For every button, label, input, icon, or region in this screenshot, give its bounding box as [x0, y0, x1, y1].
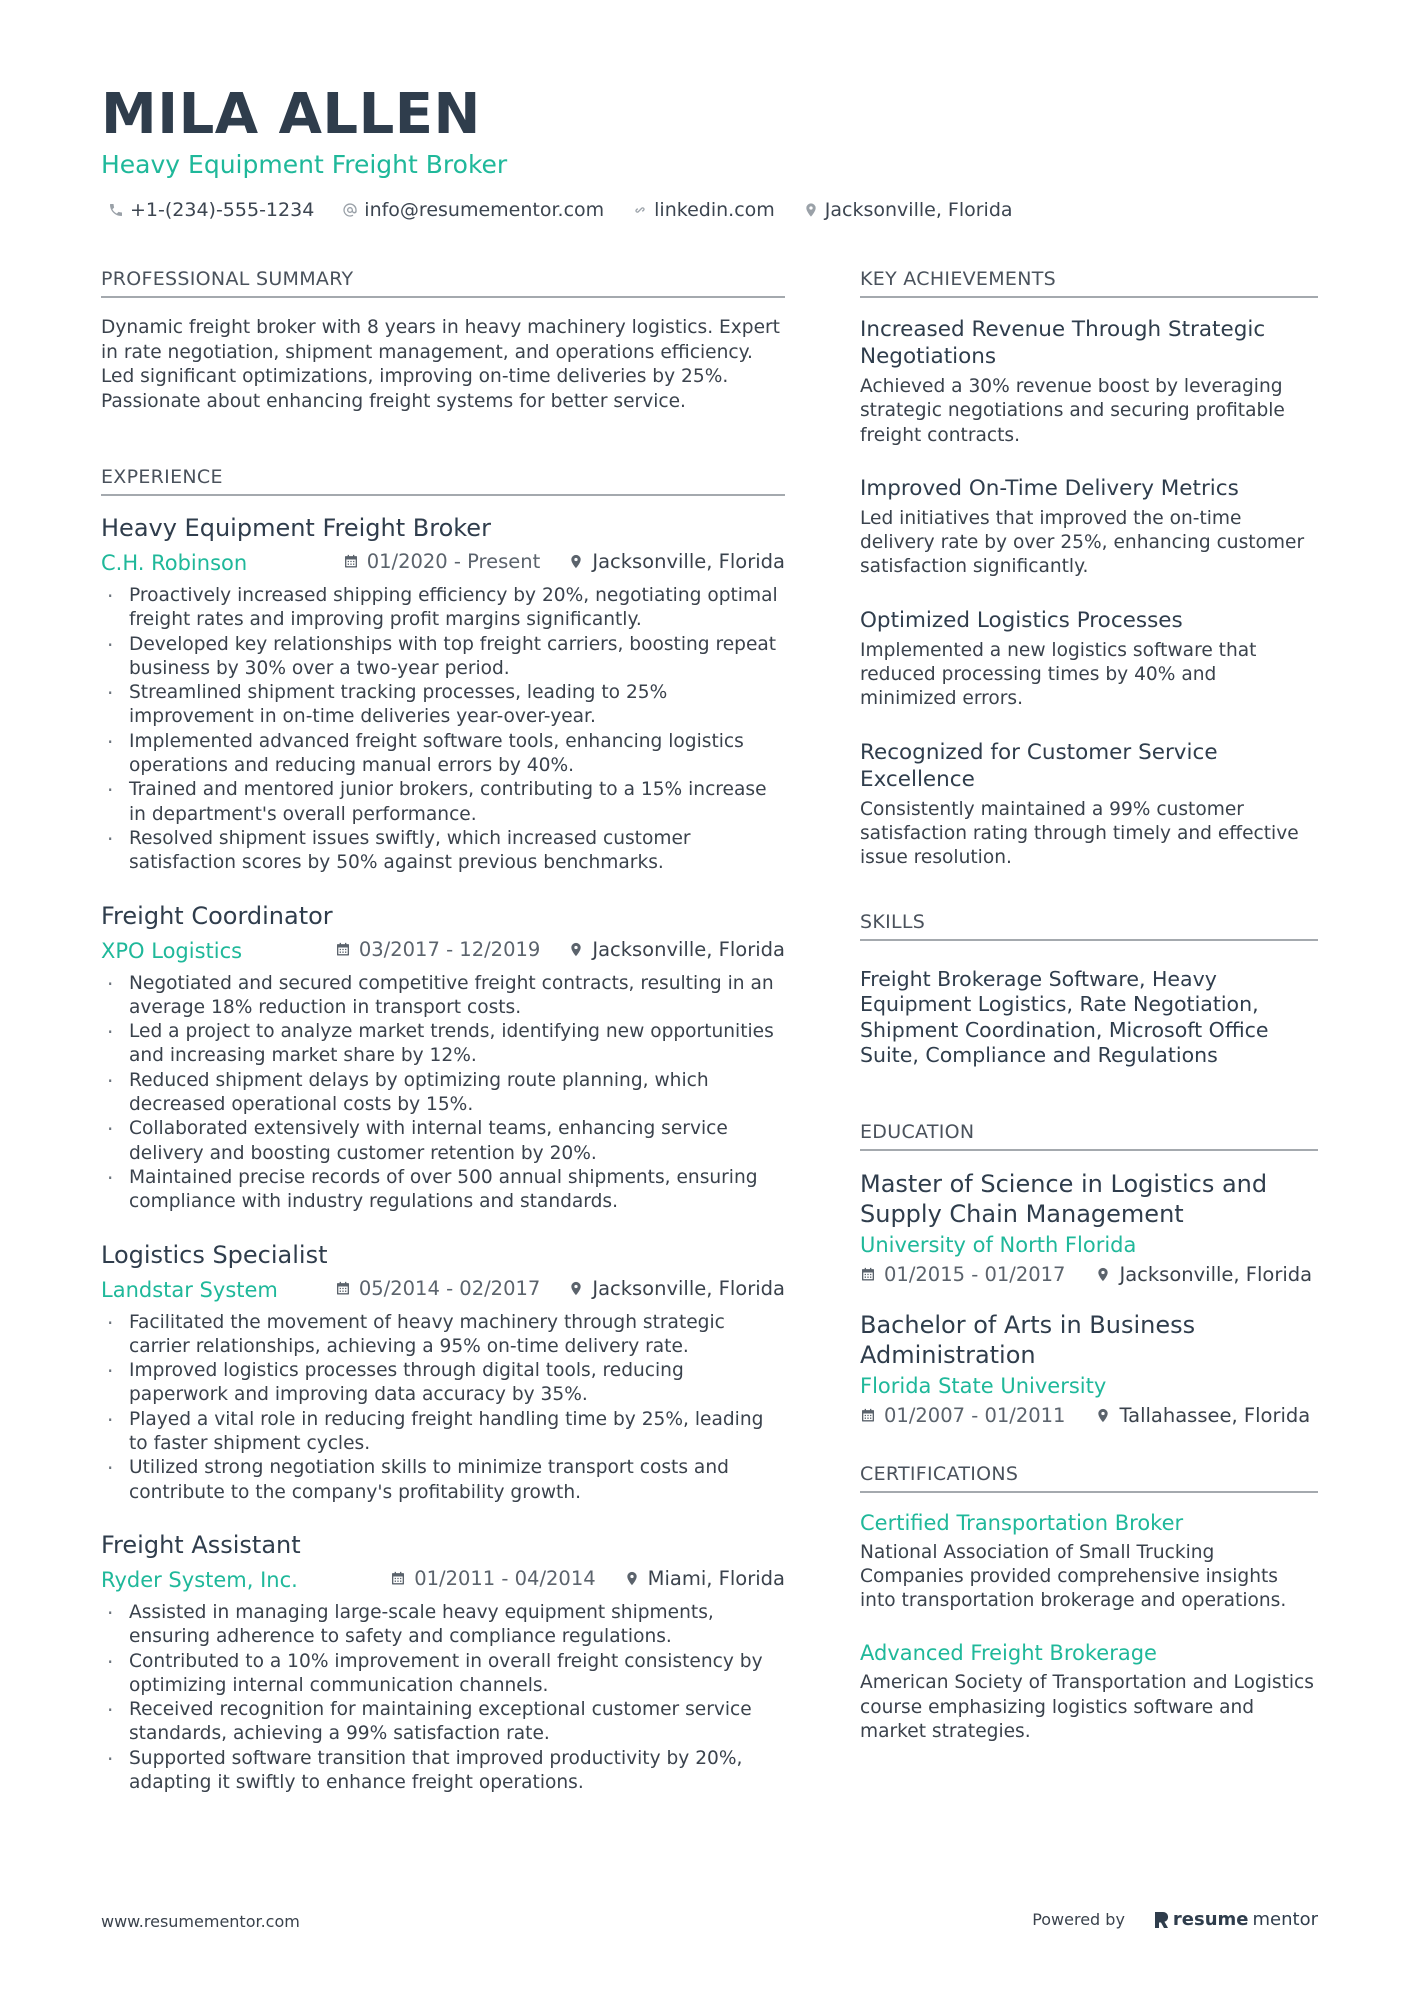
job-meta	[101, 1567, 785, 1593]
calendar-icon	[335, 941, 351, 958]
job-location	[568, 938, 785, 961]
achievements-list	[860, 316, 1318, 871]
candidate-name: MILA ALLEN	[101, 82, 481, 147]
job-bullet: · Collaborated extensively with internal teams, enhancing service delivery and boosting customer retention by 20%.	[101, 1117, 785, 1166]
job-location	[568, 1277, 785, 1300]
section-heading-skills: SKILLS	[860, 911, 1318, 941]
job-company: Landstar System	[101, 1277, 278, 1302]
job-bullet: · Resolved shipment issues swiftly, which increased customer satisfaction scores by 50% against previous benchmarks.	[101, 827, 785, 876]
brand-mark-icon	[1153, 1910, 1169, 1930]
achievement-item	[860, 475, 1318, 580]
section-heading-summary: PROFESSIONAL SUMMARY	[101, 268, 785, 298]
achievement-desc: Consistently maintained a 99% customer satisfaction rating through timely and effective issue resolution.	[860, 798, 1299, 869]
contact-linkedin[interactable]	[632, 199, 775, 221]
education-dates	[860, 1404, 1065, 1427]
education-school: Florida State University	[860, 1373, 1107, 1398]
achievement-desc: Led initiatives that improved the on-time delivery rate by over 25%, enhancing customer satisfaction significantly.	[860, 507, 1305, 578]
education-item	[860, 1310, 1318, 1427]
job-bullet: · Improved logistics processes through digital tools, reducing paperwork and improving data accuracy by 35%.	[101, 1359, 785, 1408]
job-bullets	[101, 1601, 785, 1795]
calendar-icon	[343, 553, 359, 570]
education-meta	[860, 1263, 1318, 1286]
job-bullets	[101, 1311, 785, 1505]
job-title: Logistics Specialist	[101, 1240, 328, 1269]
education-location	[1095, 1263, 1312, 1286]
job-bullet: · Implemented advanced freight software tools, enhancing logistics operations and reducing manual errors by 40%.	[101, 730, 785, 779]
job-title: Freight Assistant	[101, 1530, 301, 1559]
brand-name-bold: resume	[1172, 1909, 1249, 1930]
achievement-title: Recognized for Customer Service Excellence	[860, 739, 1218, 792]
achievement-item	[860, 316, 1318, 448]
job-meta	[101, 550, 785, 576]
contact-location	[803, 199, 1013, 221]
job-location-text: Jacksonville, Florida	[592, 550, 785, 573]
calendar-icon	[335, 1280, 351, 1297]
certification-item	[860, 1511, 1318, 1614]
job-location	[568, 550, 785, 573]
achievement-title: Optimized Logistics Processes	[860, 607, 1183, 633]
education-degree: Master of Science in Logistics and Supply Chain Management	[860, 1169, 1268, 1228]
section-heading-education: EDUCATION	[860, 1121, 1318, 1151]
job-dates-text: 01/2020 - Present	[366, 550, 541, 573]
achievement-item	[860, 607, 1318, 712]
job-bullet: · Negotiated and secured competitive freight contracts, resulting in an average 18% reduction in transport costs.	[101, 972, 785, 1021]
contact-email[interactable]	[342, 199, 604, 221]
job-company: C.H. Robinson	[101, 551, 248, 575]
achievement-desc: Implemented a new logistics software that reduced processing times by 40% and minimized errors.	[860, 639, 1257, 710]
certification-item	[860, 1641, 1318, 1744]
map-pin-icon	[1095, 1266, 1111, 1283]
job-entry	[101, 1241, 785, 1505]
job-dates	[343, 550, 541, 573]
experience-list	[101, 514, 785, 1795]
skills-text: Freight Brokerage Software, Heavy Equipment Logistics, Rate Negotiation, Shipment Coordination, Microsoft Office Suite, Compliance and Regulations	[860, 966, 1269, 1068]
job-location-text: Miami, Florida	[647, 1566, 785, 1590]
job-bullet: · Led a project to analyze market trends, identifying new opportunities and increasing market share by 12%.	[101, 1020, 785, 1069]
job-bullet: · Received recognition for maintaining exceptional customer service standards, achieving a 99% satisfaction rate.	[101, 1698, 785, 1747]
map-pin-icon	[568, 553, 584, 570]
footer-powered	[1032, 1909, 1318, 1930]
map-pin-icon	[568, 941, 584, 958]
job-bullet: · Maintained precise records of over 500 annual shipments, ensuring compliance with industry regulations and standards.	[101, 1166, 785, 1215]
calendar-icon	[390, 1570, 406, 1587]
job-bullet: · Proactively increased shipping efficiency by 20%, negotiating optimal freight rates and improving profit margins significantly.	[101, 584, 785, 633]
job-bullet: · Contributed to a 10% improvement in overall freight consistency by optimizing internal communication channels.	[101, 1650, 785, 1699]
achievement-title: Increased Revenue Through Strategic Negotiations	[860, 317, 1266, 369]
job-bullet: · Trained and mentored junior brokers, contributing to a 15% increase in department's overall performance.	[101, 778, 785, 827]
section-heading-certifications: CERTIFICATIONS	[860, 1463, 1318, 1493]
certifications-list	[860, 1511, 1318, 1745]
job-entry	[101, 514, 785, 876]
calendar-icon	[860, 1407, 876, 1424]
job-dates	[335, 1277, 540, 1300]
education-meta	[860, 1404, 1318, 1427]
calendar-icon	[860, 1266, 876, 1283]
education-degree: Bachelor of Arts in Business Administration	[860, 1310, 1196, 1369]
contact-bar	[108, 199, 1013, 221]
certification-desc: National Association of Small Trucking Companies provided comprehensive insights into transportation brokerage and operations.	[860, 1541, 1287, 1612]
section-heading-achievements: KEY ACHIEVEMENTS	[860, 268, 1318, 298]
brand-name-rest: mentor	[1252, 1909, 1318, 1930]
certification-title: Certified Transportation Broker	[860, 1510, 1184, 1535]
education-dates-text: 01/2015 - 01/2017	[884, 1262, 1066, 1286]
job-bullet: · Streamlined shipment tracking processes, leading to 25% improvement in on-time deliveries year-over-year.	[101, 681, 785, 730]
phone-icon	[108, 202, 124, 218]
contact-phone[interactable]	[108, 199, 314, 221]
job-dates	[390, 1567, 595, 1590]
education-location-text: Tallahassee, Florida	[1119, 1403, 1311, 1427]
job-bullet: · Assisted in managing large-scale heavy equipment shipments, ensuring adherence to safety and compliance regulations.	[101, 1601, 785, 1650]
job-meta	[101, 1277, 785, 1303]
job-bullet: · Utilized strong negotiation skills to minimize transport costs and contribute to the company's profitability growth.	[101, 1456, 785, 1505]
candidate-title: Heavy Equipment Freight Broker	[101, 150, 508, 179]
education-item	[860, 1169, 1318, 1286]
link-icon	[632, 202, 648, 218]
job-company: XPO Logistics	[101, 938, 243, 963]
job-dates-text: 01/2011 - 04/2014	[414, 1566, 596, 1590]
job-dates-text: 05/2014 - 02/2017	[358, 1276, 541, 1300]
certification-desc: American Society of Transportation and Logistics course emphasizing logistics software and market strategies.	[860, 1672, 1314, 1743]
job-entry	[101, 1531, 785, 1795]
location-text: Jacksonville, Florida	[824, 199, 1013, 221]
job-company: Ryder System, Inc.	[101, 1567, 298, 1592]
education-dates-text: 01/2007 - 01/2011	[884, 1403, 1066, 1427]
education-location-text: Jacksonville, Florida	[1119, 1262, 1313, 1286]
achievement-desc: Achieved a 30% revenue boost by leveraging strategic negotiations and securing profitable freight contracts.	[860, 376, 1285, 446]
job-location-text: Jacksonville, Florida	[592, 1276, 785, 1300]
left-column	[101, 268, 785, 1821]
right-column	[860, 268, 1318, 1772]
job-title: Freight Coordinator	[101, 901, 333, 930]
certification-title: Advanced Freight Brokerage	[860, 1641, 1157, 1666]
job-bullet: · Developed key relationships with top freight carriers, boosting repeat business by 30% over a two-year period.	[101, 633, 785, 682]
job-bullets	[101, 972, 785, 1215]
achievement-item	[860, 739, 1318, 871]
powered-by-text: Powered by	[1032, 1910, 1125, 1929]
education-list	[860, 1169, 1318, 1427]
section-heading-experience: EXPERIENCE	[101, 466, 785, 496]
job-dates	[335, 938, 540, 961]
job-bullets	[101, 584, 785, 876]
job-title: Heavy Equipment Freight Broker	[101, 514, 491, 542]
job-dates-text: 03/2017 - 12/2019	[358, 937, 541, 961]
education-school: University of North Florida	[860, 1232, 1137, 1257]
job-bullet: · Supported software transition that improved productivity by 20%, adapting it swiftly to enhance freight operations.	[101, 1747, 785, 1796]
job-location	[624, 1567, 785, 1590]
job-bullet: · Facilitated the movement of heavy machinery through strategic carrier relationships, achieving a 95% on-time delivery rate.	[101, 1311, 785, 1360]
job-meta	[101, 938, 785, 964]
job-bullet: · Played a vital role in reducing freight handling time by 25%, leading to faster shipment cycles.	[101, 1408, 785, 1457]
job-bullet: · Reduced shipment delays by optimizing route planning, which decreased operational costs by 15%.	[101, 1069, 785, 1118]
map-pin-icon	[803, 202, 819, 218]
education-location	[1095, 1404, 1310, 1427]
at-icon	[342, 202, 358, 218]
map-pin-icon	[1095, 1407, 1111, 1424]
achievement-title: Improved On-Time Delivery Metrics	[860, 475, 1239, 501]
linkedin-text: linkedin.com	[654, 199, 775, 221]
footer-website[interactable]: www.resumementor.com	[101, 1912, 300, 1931]
phone-text: +1-(234)-555-1234	[130, 199, 315, 221]
map-pin-icon	[568, 1280, 584, 1297]
summary-text: Dynamic freight broker with 8 years in heavy machinery logistics. Expert in rate negotiation, shipment management, and operations efficiency. Led significant optimizations, improving on-time deliveries by 25%. Passionate about enhancing freight systems for better service.	[101, 317, 780, 412]
job-location-text: Jacksonville, Florida	[592, 937, 785, 961]
email-text: info@resumementor.com	[364, 199, 605, 221]
job-entry	[101, 902, 785, 1215]
brand-logo[interactable]	[1153, 1909, 1318, 1930]
map-pin-icon	[624, 1570, 640, 1587]
education-dates	[860, 1263, 1065, 1286]
